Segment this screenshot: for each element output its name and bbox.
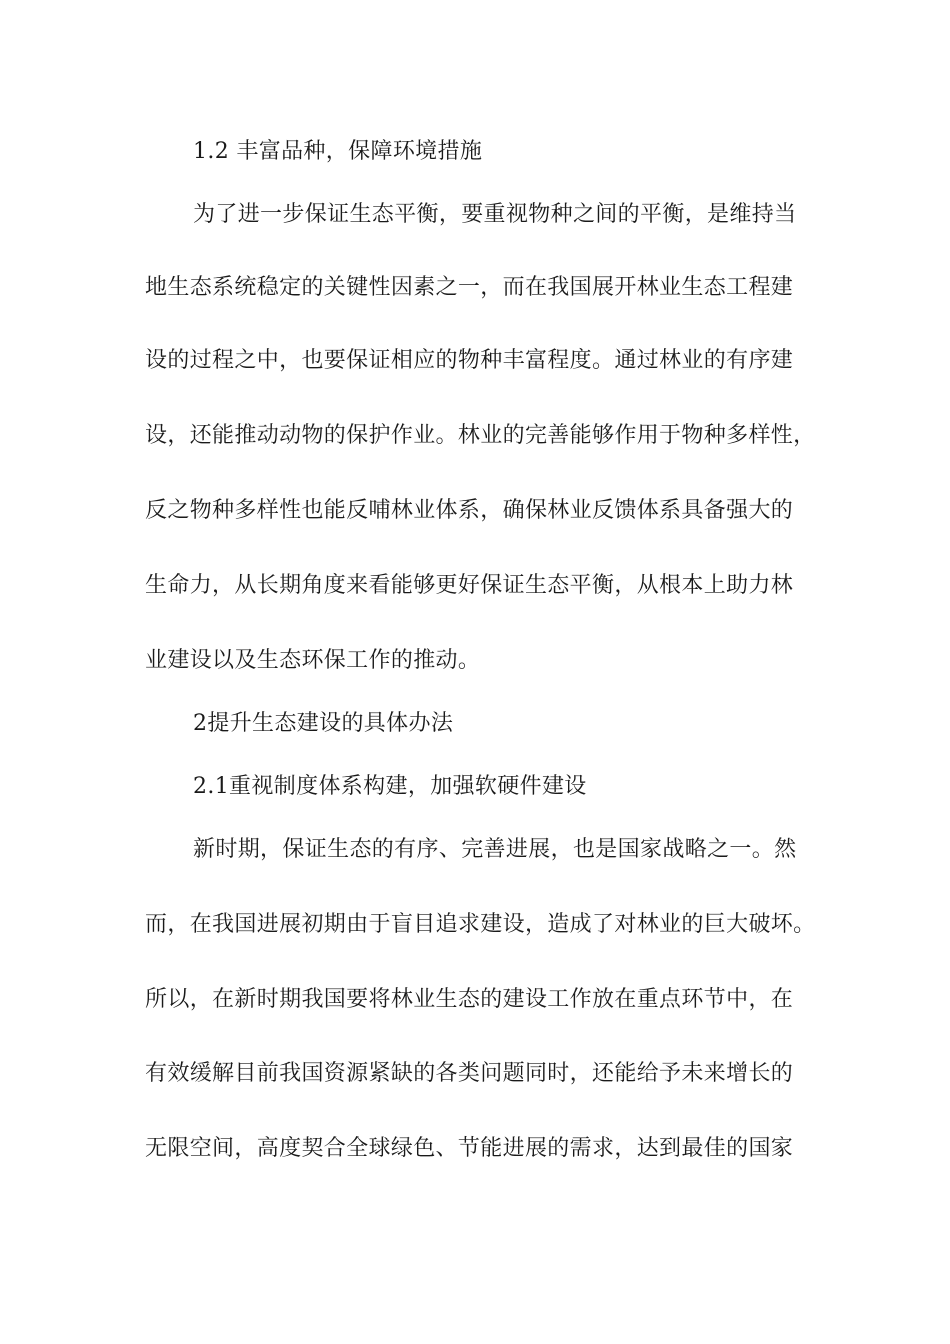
paragraph-line: 地生态系统稳定的关键性因素之一，而在我国展开林业生态工程建 bbox=[145, 275, 794, 300]
paragraph-line: 设的过程之中，也要保证相应的物种丰富程度。通过林业的有序建 bbox=[145, 348, 794, 373]
paragraph-line: 新时期，保证生态的有序、完善进展，也是国家战略之一。然 bbox=[193, 837, 797, 862]
paragraph-line: 所以，在新时期我国要将林业生态的建设工作放在重点环节中，在 bbox=[145, 987, 794, 1012]
paragraph-line: 设，还能推动动物的保护作业。林业的完善能够作用于物种多样性， bbox=[145, 423, 816, 448]
paragraph-line: 生命力，从长期角度来看能够更好保证生态平衡，从根本上助力林 bbox=[145, 573, 794, 598]
paragraph-line: 有效缓解目前我国资源紧缺的各类问题同时，还能给予未来增长的 bbox=[145, 1061, 794, 1086]
section-heading-1-2: 1.2 丰富品种，保障环境措施 bbox=[193, 139, 483, 164]
section-heading-2: 2提升生态建设的具体办法 bbox=[193, 711, 454, 736]
paragraph-line: 反之物种多样性也能反哺林业体系，确保林业反馈体系具备强大的 bbox=[145, 498, 794, 523]
paragraph-line: 业建设以及生态环保工作的推动。 bbox=[145, 648, 481, 673]
paragraph-line: 无限空间，高度契合全球绿色、节能进展的需求，达到最佳的国家 bbox=[145, 1136, 794, 1161]
section-heading-2-1: 2.1重视制度体系构建，加强软硬件建设 bbox=[193, 774, 587, 799]
paragraph-line: 为了进一步保证生态平衡，要重视物种之间的平衡，是维持当 bbox=[193, 202, 797, 227]
paragraph-line: 而，在我国进展初期由于盲目追求建设，造成了对林业的巨大破坏。 bbox=[145, 912, 816, 937]
